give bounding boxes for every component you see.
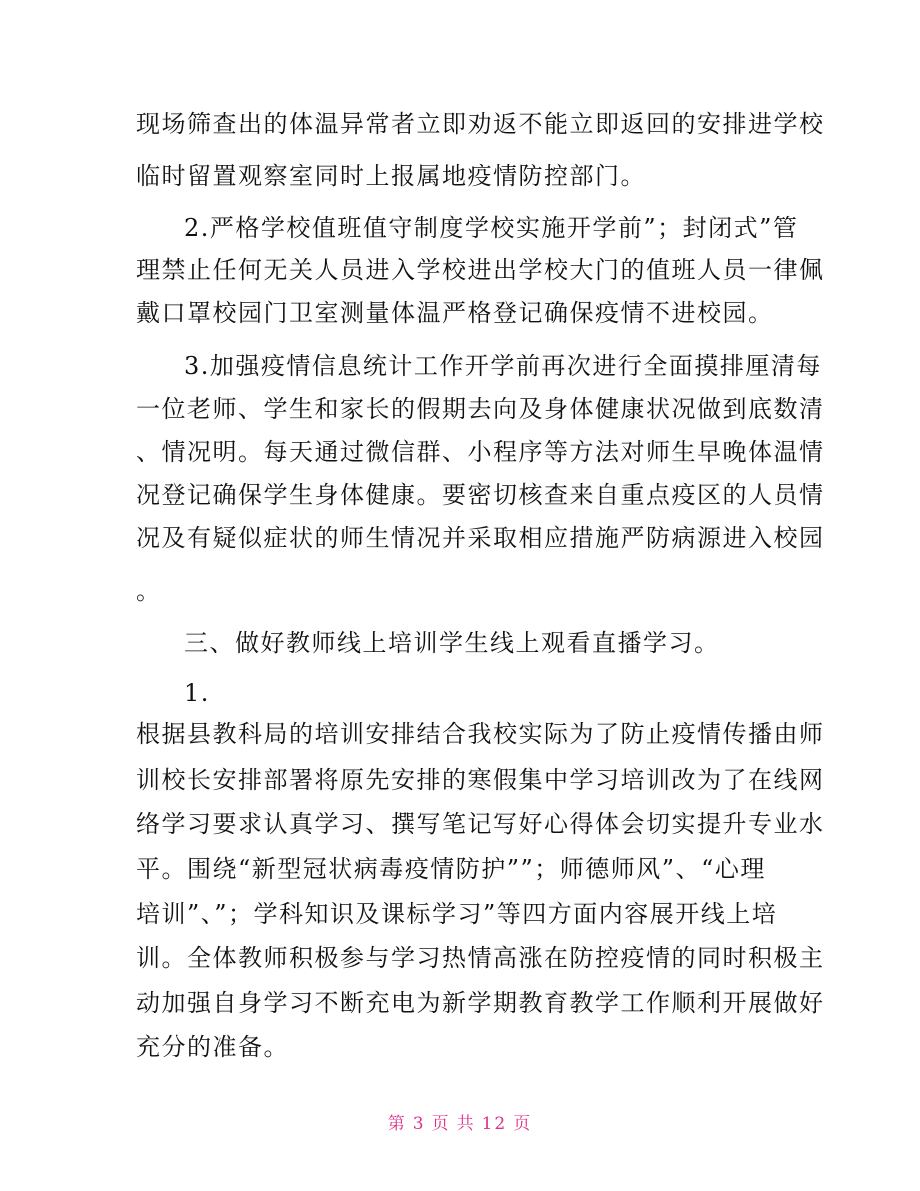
footer-label-unit: 页 <box>431 1114 451 1134</box>
body-line: 2.严格学校值班值守制度学校实施开学前”；封闭式”管 <box>184 214 799 242</box>
body-line: 临时留置观察室同时上报属地疫情防控部门。 <box>136 162 646 190</box>
footer-label-page: 第 <box>387 1114 407 1134</box>
body-line: 。 <box>136 577 162 605</box>
body-line: 、情况明。每天通过微信群、小程序等方法对师生早晚体温情 <box>136 438 825 466</box>
body-line: 训校长安排部署将原先安排的寒假集中学习培训改为了在线网 <box>136 766 825 794</box>
body-line: 一位老师、学生和家长的假期去向及身体健康状况做到底数清 <box>136 395 825 423</box>
body-line: 平。围绕“新型冠状病毒疫情防护””；师德师风”、“心理 <box>136 855 766 883</box>
footer-label-total: 共 <box>456 1114 476 1134</box>
body-line: 动加强自身学习不断充电为新学期教育教学工作顺利开展做好 <box>136 989 825 1017</box>
footer-current-page: 3 <box>412 1114 426 1134</box>
body-line: 充分的准备。 <box>136 1033 289 1061</box>
body-line: 根据县教科局的培训安排结合我校实际为了防止疫情传播由师 <box>136 720 825 748</box>
page-footer <box>0 1112 920 1136</box>
body-line: 戴口罩校园门卫室测量体温严格登记确保疫情不进校园。 <box>136 299 774 327</box>
list-number: 1. <box>184 679 210 707</box>
body-line: 况及有疑似症状的师生情况并采取相应措施严防病源进入校园 <box>136 524 825 552</box>
body-line: 理禁止任何无关人员进入学校进出学校大门的值班人员一律佩 <box>136 256 825 284</box>
body-line: 况登记确保学生身体健康。要密切核查来自重点疫区的人员情 <box>136 481 825 509</box>
footer-label-unit2: 页 <box>513 1114 533 1134</box>
body-line: 络学习要求认真学习、撰写笔记写好心得体会切实提升专业水 <box>136 810 825 838</box>
section-heading: 三、做好教师线上培训学生线上观看直播学习。 <box>184 629 720 657</box>
body-line: 现场筛查出的体温异常者立即劝返不能立即返回的安排进学校 <box>136 110 825 138</box>
body-line: 培训”、”；学科知识及课标学习”等四方面内容展开线上培 <box>136 900 778 928</box>
body-line: 3.加强疫情信息统计工作开学前再次进行全面摸排厘清每 <box>184 352 822 380</box>
footer-total-pages: 12 <box>481 1114 508 1134</box>
body-line: 训。全体教师积极参与学习热情高涨在防控疫情的同时积极主 <box>136 944 825 972</box>
